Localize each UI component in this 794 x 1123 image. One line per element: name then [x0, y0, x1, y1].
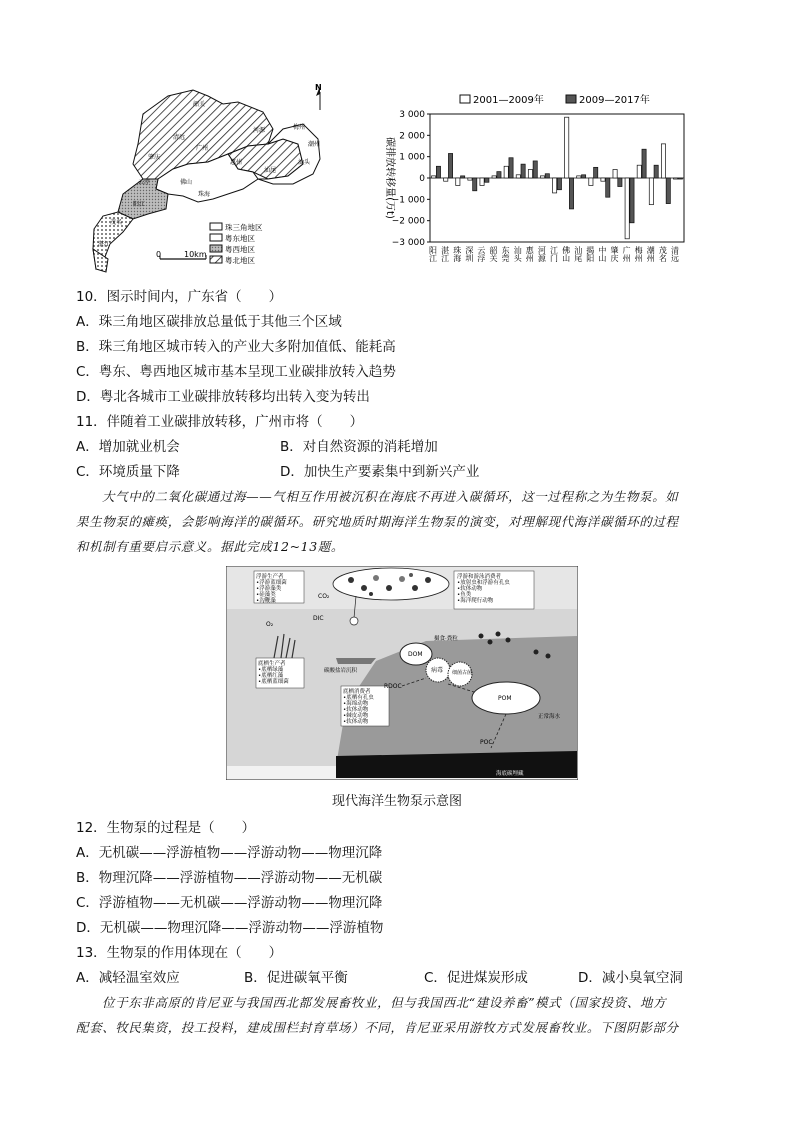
bar-2001-2009	[649, 178, 653, 205]
question-10-option-d[interactable]: D．粤北各城市工业碳排放转移均出转入变为转出	[76, 389, 370, 405]
map-city-label: 肇庆	[148, 154, 161, 161]
svg-text:粤北地区: 粤北地区	[225, 256, 255, 265]
question-13-option-c[interactable]: C．促进煤炭形成	[424, 970, 528, 986]
map-city-label: 广州	[196, 145, 209, 152]
question-12-option-c[interactable]: C．浮游植物——无机碳——浮游动物——物理沉降	[76, 895, 383, 911]
svg-text:•底栖绿藻: •底栖绿藻	[258, 667, 284, 673]
svg-text:•沟鞭藻: •沟鞭藻	[256, 598, 276, 604]
bar-2001-2009	[492, 176, 496, 178]
passage-line: 和机制有重要启示意义。据此完成12~13题。	[76, 539, 344, 554]
svg-text:粤东地区: 粤东地区	[225, 234, 255, 243]
bar-2001-2009	[528, 169, 532, 178]
bar-2001-2009	[480, 178, 484, 185]
svg-text:底栖消费者: 底栖消费者	[343, 689, 371, 695]
x-category-label: 清远	[670, 246, 680, 262]
bar-2009-2017	[654, 165, 658, 178]
question-11-option-c[interactable]: C．环境质量下降	[76, 464, 180, 480]
question-13-option-a[interactable]: A．减轻温室效应	[76, 970, 180, 986]
svg-text:•浮游蓝细菌: •浮游蓝细菌	[256, 580, 287, 586]
svg-text:•海绵动物: •海绵动物	[343, 701, 369, 707]
x-category-label: 珠海	[452, 246, 462, 262]
question-13-stem: 13．生物泵的作用体现在（ ）	[76, 945, 283, 961]
bar-2009-2017	[678, 178, 682, 179]
bar-2009-2017	[485, 178, 489, 182]
question-11-option-b[interactable]: B．对自然资源的消耗增加	[280, 439, 438, 455]
map-city-label: 惠州	[230, 159, 243, 166]
svg-text:•海洋爬行动物: •海洋爬行动物	[457, 598, 494, 604]
svg-text:O₂: O₂	[266, 621, 274, 628]
x-category-label: 汕头	[513, 246, 523, 262]
bar-2001-2009	[444, 178, 448, 181]
y-tick-label: −2 000	[391, 216, 425, 227]
x-category-label: 湛江	[440, 246, 450, 262]
map-city-label: 茂名	[110, 219, 123, 226]
legend-swatch-2009-2017	[566, 95, 576, 103]
map-city-label: 湛江	[98, 241, 111, 248]
diagram-caption: 现代海洋生物泵示意图	[331, 794, 462, 809]
svg-text:•棘皮动物: •棘皮动物	[343, 713, 369, 719]
question-13-option-d[interactable]: D．减小臭氧空洞	[578, 970, 683, 986]
bar-2009-2017	[618, 178, 622, 187]
map-city-label: 梅州	[293, 124, 306, 131]
x-category-label: 云浮	[476, 246, 486, 262]
x-category-label: 梅州	[634, 246, 644, 262]
bar-2009-2017	[461, 176, 465, 178]
svg-text:底栖生产者: 底栖生产者	[258, 661, 286, 667]
question-10-stem: 10．图示时间内，广东省（ ）	[76, 289, 283, 305]
svg-text:10km: 10km	[184, 250, 207, 259]
svg-text:CO₂: CO₂	[318, 593, 330, 600]
x-category-label: 肇庆	[609, 246, 619, 262]
x-category-label: 阳江	[428, 246, 438, 262]
bar-2001-2009	[577, 176, 581, 178]
svg-text:•软体动物: •软体动物	[343, 707, 369, 713]
bar-2001-2009	[601, 178, 605, 181]
ocean-biological-pump-diagram	[226, 566, 578, 780]
bar-2009-2017	[581, 175, 585, 178]
bar-2001-2009	[661, 144, 665, 178]
x-category-label: 佛山	[561, 246, 571, 262]
bar-2001-2009	[673, 178, 677, 179]
svg-text:POC: POC	[480, 739, 493, 746]
passage-line: 配套、牧民集资，投工投料，建成围栏封育草场）不同，肯尼亚采用游牧方式发展畜牧业。下图阴影部分	[76, 1020, 679, 1035]
svg-text:珠三角地区: 珠三角地区	[225, 223, 263, 232]
bar-2001-2009	[589, 178, 593, 185]
svg-text:DIC: DIC	[313, 615, 324, 622]
x-category-label: 东莞	[501, 246, 511, 262]
legend-label-2001-2009: 2001—2009年	[473, 95, 544, 106]
svg-text:•软体动物: •软体动物	[457, 586, 483, 592]
svg-text:摄食·粪粒: 摄食·粪粒	[434, 636, 458, 642]
svg-text:粤西地区: 粤西地区	[225, 245, 255, 254]
svg-text:•硅藻类: •硅藻类	[256, 592, 276, 598]
guangdong-region-map	[88, 84, 338, 274]
question-11-stem: 11．伴随着工业碳排放转移，广州市将（ ）	[76, 414, 364, 430]
x-category-label: 深圳	[464, 246, 474, 262]
legend-label-2009-2017: 2009—2017年	[579, 95, 650, 106]
chart-y-label: 碳排放转移量(万t)	[384, 137, 395, 219]
carbon-transfer-bar-chart	[372, 88, 692, 274]
x-category-label: 韶关	[489, 246, 499, 262]
svg-text:•放射虫和浮游有孔虫: •放射虫和浮游有孔虫	[457, 580, 510, 586]
north-arrow-icon	[315, 84, 322, 110]
question-11-option-d[interactable]: D．加快生产要素集中到新兴产业	[280, 464, 480, 480]
bar-2001-2009	[613, 169, 617, 178]
svg-text:海底碳埋藏: 海底碳埋藏	[496, 771, 524, 777]
bar-2001-2009	[516, 175, 520, 178]
x-category-label: 揭阳	[585, 246, 595, 262]
bar-2009-2017	[594, 167, 598, 178]
svg-text:•底栖有孔虫: •底栖有孔虫	[343, 695, 374, 701]
map-city-label: 汕头	[298, 159, 311, 166]
y-tick-label: 0	[419, 174, 425, 184]
svg-text:浮游和游泳消费者: 浮游和游泳消费者	[457, 574, 502, 580]
bar-2001-2009	[625, 178, 629, 239]
legend-swatch-2001-2009	[460, 95, 470, 103]
map-city-label: 阳江	[133, 201, 146, 208]
passage-line: 位于东非高原的肯尼亚与我国西北都发展畜牧业，但与我国西北“建设养畜”模式（国家投资、地方	[102, 995, 667, 1010]
x-category-label: 江门	[549, 246, 559, 262]
map-city-label: 珠海	[198, 191, 211, 198]
bar-2001-2009	[565, 117, 569, 178]
svg-text:碳酸盐岩沉积: 碳酸盐岩沉积	[324, 668, 358, 674]
x-category-label: 河源	[537, 246, 547, 262]
map-city-label: 清远	[173, 134, 186, 141]
x-category-label: 惠州	[525, 246, 535, 262]
y-tick-label: −3 000	[391, 238, 425, 248]
svg-text:RDOC: RDOC	[384, 683, 402, 690]
question-11-option-a[interactable]: A．增加就业机会	[76, 439, 180, 455]
bar-2009-2017	[630, 178, 634, 223]
x-category-label: 中山	[597, 246, 607, 262]
bar-2009-2017	[473, 178, 477, 191]
question-12-stem: 12．生物泵的过程是（ ）	[76, 820, 256, 836]
map-city-label: 河源	[253, 127, 266, 134]
bar-2009-2017	[557, 178, 561, 190]
question-12-option-d[interactable]: D．无机碳——物理沉降——浮游动物——浮游植物	[76, 920, 384, 936]
x-category-label: 茂名	[658, 246, 668, 262]
map-city-label: 云浮	[138, 179, 151, 186]
svg-text:病毒: 病毒	[431, 667, 444, 674]
map-city-label: 佛山	[180, 179, 193, 186]
bar-2009-2017	[509, 158, 513, 178]
bar-2009-2017	[569, 178, 573, 209]
bar-2009-2017	[497, 172, 501, 178]
question-10-option-a[interactable]: A．珠三角地区碳排放总量低于其他三个区域	[76, 314, 342, 330]
bar-2001-2009	[540, 176, 544, 178]
bar-2009-2017	[436, 166, 440, 178]
x-category-label: 汕尾	[573, 246, 583, 262]
bar-2009-2017	[642, 149, 646, 178]
bar-2009-2017	[533, 161, 537, 178]
svg-text:浮游生产者: 浮游生产者	[256, 574, 284, 580]
bar-2001-2009	[637, 165, 641, 178]
passage-kenya-pastoralism	[76, 990, 726, 1040]
x-category-label: 广州	[622, 246, 632, 262]
question-12-option-b[interactable]: B．物理沉降——浮游植物——浮游动物——无机碳	[76, 870, 383, 886]
y-tick-label: −1 000	[391, 195, 425, 206]
y-tick-label: 3 000	[399, 110, 425, 120]
y-tick-label: 2 000	[399, 131, 425, 142]
chart-legend	[460, 93, 650, 106]
svg-text:N: N	[315, 84, 322, 92]
passage-biological-pump	[76, 484, 726, 559]
y-tick-label: 1 000	[399, 152, 425, 163]
bar-2001-2009	[553, 178, 557, 193]
bar-2009-2017	[666, 178, 670, 204]
svg-text:•软体动物: •软体动物	[343, 719, 369, 725]
map-legend	[210, 222, 263, 265]
svg-text:0: 0	[156, 250, 162, 259]
svg-text:正常海水: 正常海水	[538, 714, 561, 720]
svg-text:细菌古菌: 细菌古菌	[452, 670, 473, 676]
passage-line: 果生物泵的瘫痪，会影响海洋的碳循环。研究地质时期海洋生物泵的演变，对理解现代海洋碳循环的过程	[76, 514, 679, 529]
bar-2009-2017	[606, 178, 610, 197]
bar-2009-2017	[545, 174, 549, 178]
bar-2001-2009	[456, 178, 460, 185]
bar-2001-2009	[504, 166, 508, 178]
svg-text:DOM: DOM	[408, 651, 423, 658]
question-13-option-b[interactable]: B．促进碳氧平衡	[244, 970, 348, 986]
map-city-label: 潮州	[308, 141, 321, 148]
svg-text:POM: POM	[498, 695, 512, 702]
map-city-label: 韶关	[193, 101, 206, 108]
svg-text:•底栖蓝细菌: •底栖蓝细菌	[258, 679, 289, 685]
svg-text:•底栖红藻: •底栖红藻	[258, 673, 284, 679]
bar-2001-2009	[432, 176, 436, 178]
svg-text:•鱼类: •鱼类	[457, 592, 472, 598]
scale-bar	[156, 250, 207, 259]
bar-2009-2017	[448, 153, 452, 178]
x-category-label: 潮州	[646, 246, 656, 262]
question-10-option-b[interactable]: B．珠三角地区城市转入的产业大多附加值低、能耗高	[76, 339, 396, 355]
map-city-label: 汕尾	[264, 167, 277, 174]
question-10-option-c[interactable]: C．粤东、粤西地区城市基本呈现工业碳排放转入趋势	[76, 364, 396, 380]
question-12-option-a[interactable]: A．无机碳——浮游植物——浮游动物——物理沉降	[76, 845, 383, 861]
bar-2001-2009	[468, 178, 472, 180]
svg-text:•浮游藻类: •浮游藻类	[256, 586, 282, 592]
bar-2009-2017	[521, 164, 525, 178]
passage-line: 大气中的二氧化碳通过海——气相互作用被沉积在海底不再进入碳循环，这一过程称之为生物泵。如	[102, 489, 679, 504]
